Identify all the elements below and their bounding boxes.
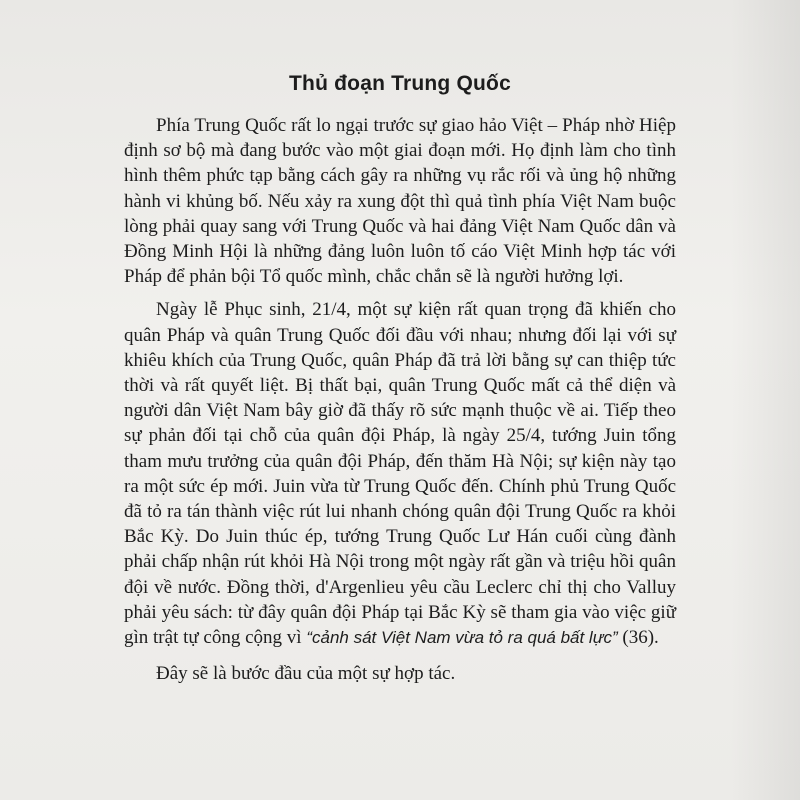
paragraph-2 xyxy=(124,297,676,650)
italic-quote: “cảnh sát Việt Nam vừa tỏ ra quá bất lực” xyxy=(306,628,618,648)
citation-number: (36). xyxy=(617,627,659,649)
page-content xyxy=(124,72,676,686)
paragraph-3: Đây sẽ là bước đầu của một sự hợp tác. xyxy=(156,663,456,685)
paragraph-1: Phía Trung Quốc rất lo ngại trước sự giao hảo Việt – Pháp nhờ Hiệp định sơ bộ mà đang bước vào một giai đoạn mới. Họ định làm cho tình hình thêm phức tạp bằng cách gây ra những vụ rắc rối và ủng hộ những hành vi khủng bố. Nếu xảy ra xung đột thì quả tình phía Việt Nam buộc lòng phải quay sang với Trung Quốc và hai đảng Việt Nam Quốc dân và Đồng Minh Hội là những đảng luôn luôn tố cáo Việt Minh hợp tác với Pháp để phản bội Tổ quốc mình, chắc chắn sẽ là người hưởng lợi. xyxy=(124,115,676,288)
paragraph-2-text: Ngày lễ Phục sinh, 21/4, một sự kiện rất quan trọng đã khiến cho quân Pháp và quân Trung Quốc đối đầu với nhau; nhưng đối lại với sự khiêu khích của Trung Quốc, quân Pháp đã trả lời bằng sự can thiệp tức thời và rất quyết liệt. Bị thất bại, quân Trung Quốc mất cả thể diện và người dân Việt Nam bây giờ đã thấy rõ sức mạnh thuộc về ai. Tiếp theo sự phản đối tại chỗ của quân đội Pháp, là ngày 25/4, tướng Juin tổng tham mưu trưởng của quân đội Pháp, đến thăm Hà Nội; sự kiện này tạo ra một sức ép mới. Juin vừa từ Trung Quốc đến. Chính phủ Trung Quốc đã tỏ ra tán thành việc rút lui nhanh chóng quân đội Trung Quốc ra khỏi Bắc Kỳ. Do Juin thúc ép, tướng Trung Quốc Lư Hán cuối cùng đành phải chấp nhận rút khỏi Hà Nội trong một ngày rất gần và triệu hồi quân đội về nước. Đồng thời, d'Argenlieu yêu cầu Leclerc chỉ thị cho Valluy phải yêu sách: từ đây quân đội Pháp tại Bắc Kỳ sẽ tham gia vào việc giữ gìn trật tự công cộng vì xyxy=(124,299,676,649)
page-shadow xyxy=(730,0,800,800)
section-title: Thủ đoạn Trung Quốc xyxy=(289,72,511,95)
